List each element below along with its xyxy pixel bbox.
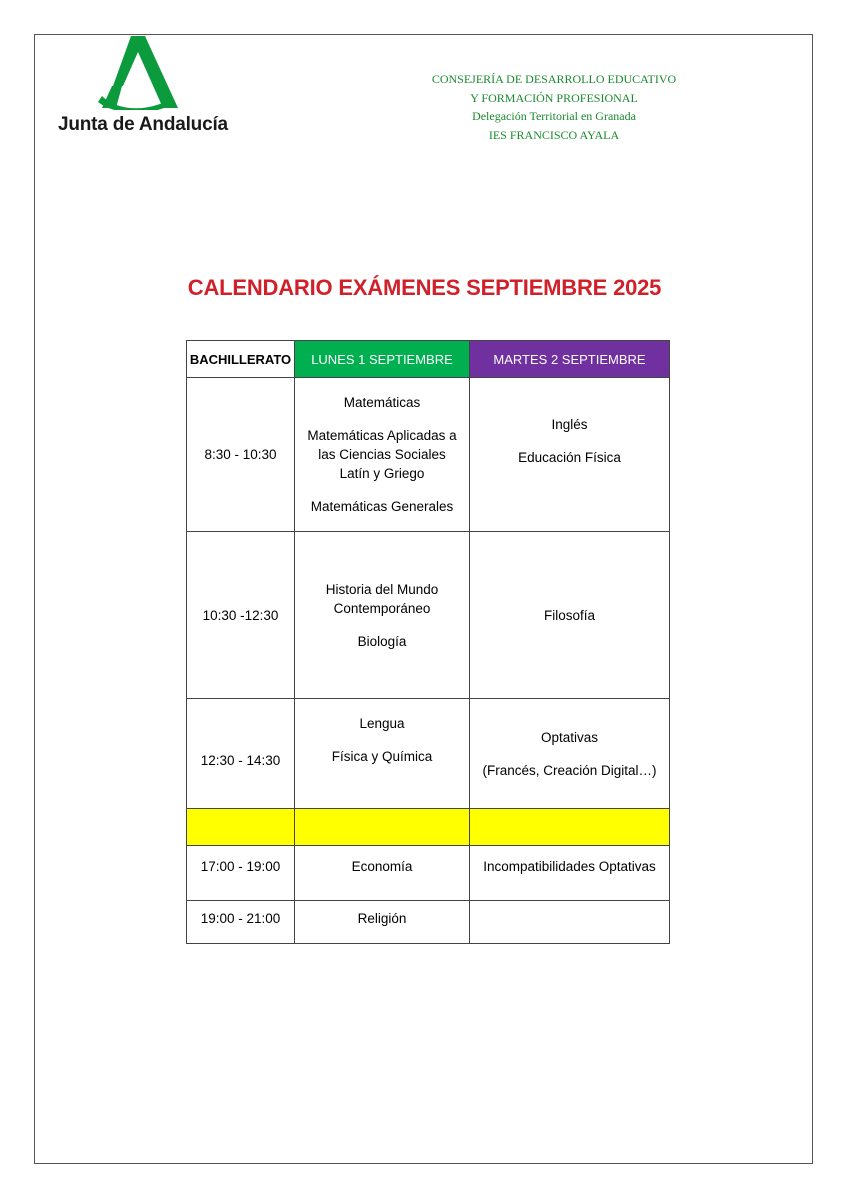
monday-cell	[295, 532, 470, 699]
exam-subject: Matemáticas Aplicadas a	[307, 428, 457, 443]
table-row	[187, 699, 670, 809]
page-title: CALENDARIO EXÁMENES SEPTIEMBRE 2025	[187, 275, 662, 300]
table-header-row	[187, 341, 670, 378]
exam-schedule-table	[186, 340, 670, 944]
exam-subject: Educación Física	[518, 449, 621, 465]
header-tuesday: MARTES 2 SEPTIEMBRE	[470, 341, 670, 378]
tuesday-cell	[470, 699, 670, 809]
exam-subject: Latín y Griego	[339, 466, 425, 481]
header-line-consejeria: CONSEJERÍA DE DESARROLLO EDUCATIVO	[431, 72, 677, 86]
header-line-delegacion: Delegación Territorial en Granada	[472, 109, 636, 123]
monday-cell	[295, 699, 470, 809]
separator-cell	[187, 809, 295, 846]
exam-subject: Incompatibilidades Optativas	[483, 858, 656, 874]
time-label: 12:30 - 14:30	[200, 753, 281, 768]
time-label: 19:00 - 21:00	[200, 911, 281, 926]
header-monday: LUNES 1 SEPTIEMBRE	[295, 341, 470, 378]
exam-subject: Economía	[351, 858, 413, 874]
junta-logo	[58, 36, 238, 140]
tuesday-cell: Filosofía	[470, 532, 670, 699]
exam-subject: Matemáticas	[343, 395, 421, 410]
table-row	[187, 378, 670, 532]
exam-subject: las Ciencias Sociales	[318, 447, 446, 462]
table-row	[187, 532, 670, 699]
table-row	[187, 846, 670, 901]
time-cell	[187, 699, 295, 809]
separator-row	[187, 809, 670, 846]
exam-subject: (Francés, Creación Digital…)	[482, 762, 657, 778]
exam-subject: Historia del Mundo	[325, 581, 439, 597]
separator-cell	[295, 809, 470, 846]
time-cell	[187, 846, 295, 901]
tuesday-cell	[470, 378, 670, 532]
monday-cell	[295, 901, 470, 944]
time-cell: 10:30 -12:30	[187, 532, 295, 699]
tuesday-cell	[470, 846, 670, 901]
exam-subject: Religión	[357, 911, 407, 926]
tuesday-cell	[470, 901, 670, 944]
time-cell	[187, 901, 295, 944]
exam-subject: Inglés	[551, 416, 588, 432]
header-line-formacion: Y FORMACIÓN PROFESIONAL	[470, 90, 638, 105]
time-cell: 8:30 - 10:30	[187, 378, 295, 532]
exam-subject: Biología	[357, 633, 407, 649]
header-line-ies: IES FRANCISCO AYALA	[488, 127, 620, 142]
separator-cell	[470, 809, 670, 846]
time-label: 17:00 - 19:00	[200, 858, 281, 874]
monday-cell	[295, 378, 470, 532]
exam-subject: Matemáticas Generales	[310, 499, 454, 514]
logo-text: Junta de Andalucía	[58, 114, 228, 135]
exam-subject: Lengua	[359, 715, 405, 731]
table-row	[187, 901, 670, 944]
exam-subject: Optativas	[540, 729, 599, 745]
exam-subject: Física y Química	[331, 748, 433, 764]
header-text	[418, 70, 690, 144]
exam-subject: Contemporáneo	[333, 600, 431, 616]
header-bachillerato: BACHILLERATO	[187, 341, 295, 378]
monday-cell	[295, 846, 470, 901]
junta-logo-icon	[98, 36, 178, 110]
